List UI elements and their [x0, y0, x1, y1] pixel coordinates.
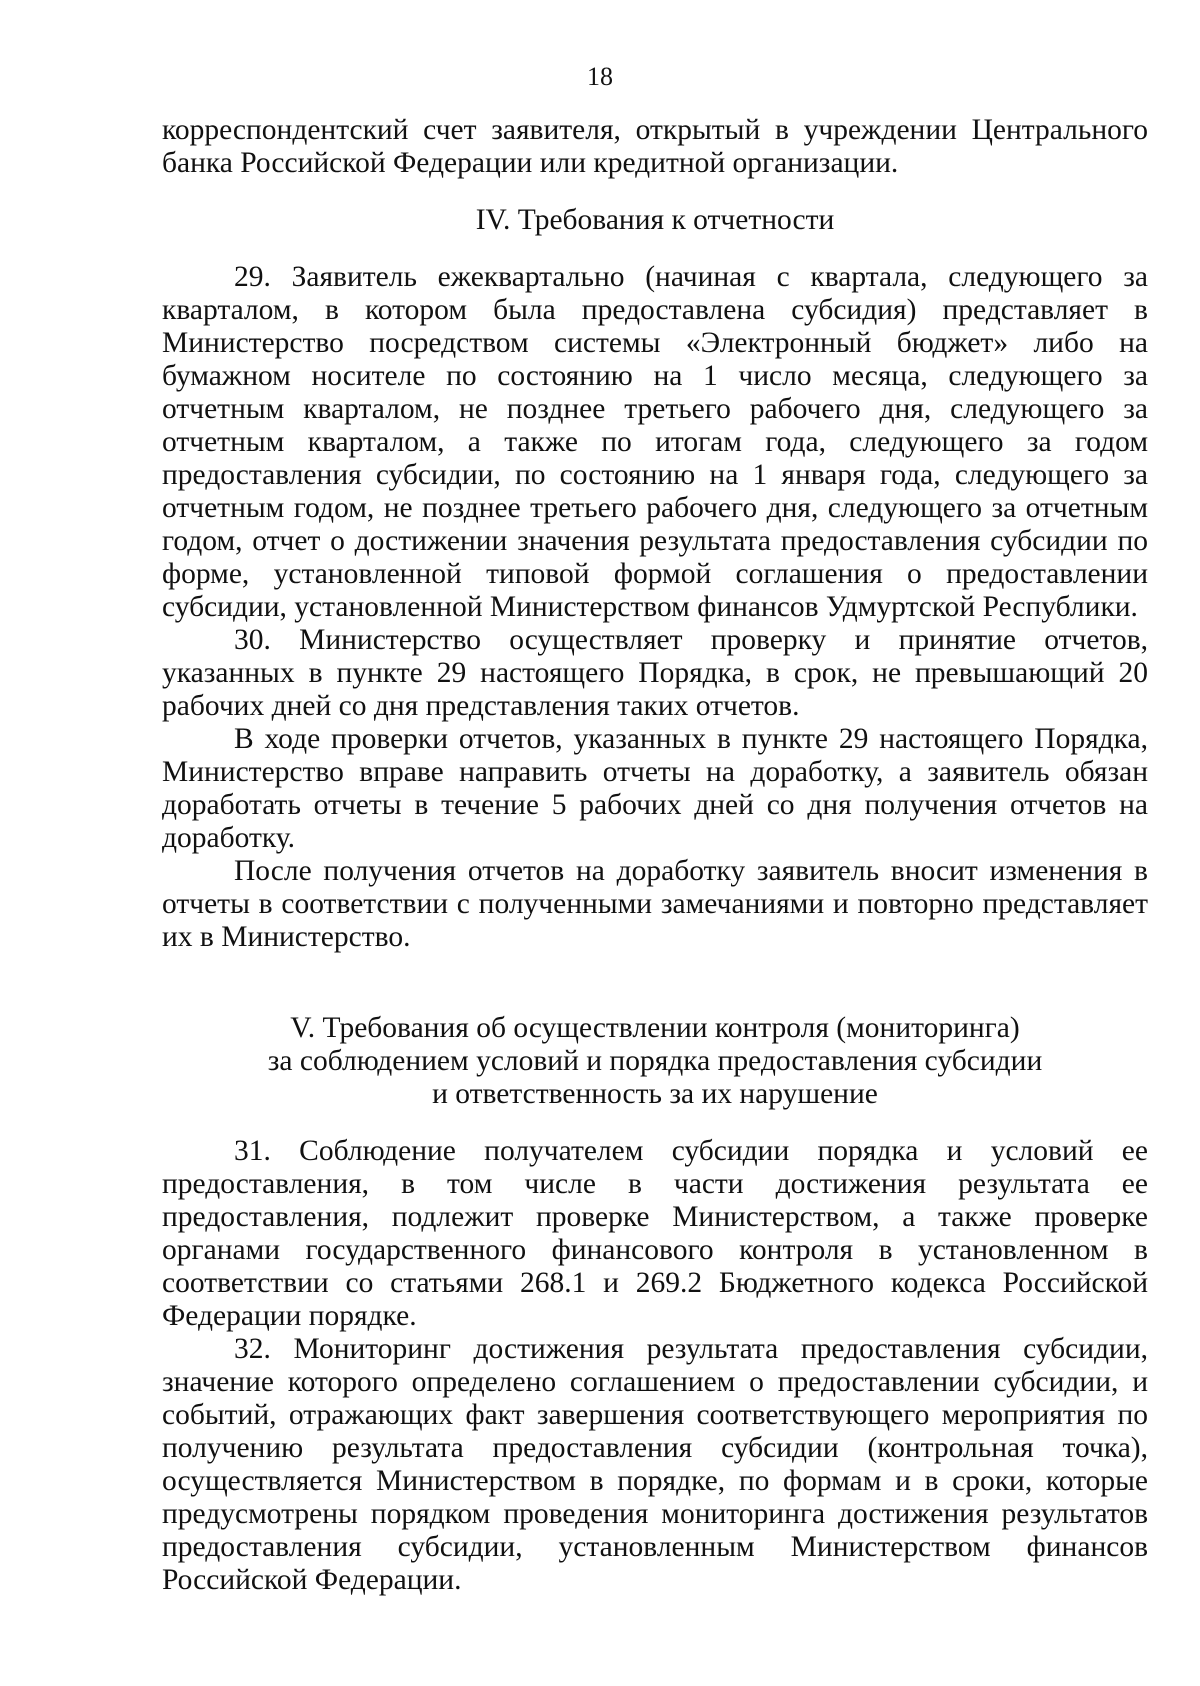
section-5-heading-line: V. Требования об осуществлении контроля (мониторинга) — [290, 1012, 1020, 1044]
intro-paragraph: корреспондентский счет заявителя, открытый в учреждении Центрального банка Российской Федерации или кредитной организации. — [162, 114, 1148, 179]
document-body — [162, 114, 1148, 1597]
paragraph-31: 31. Соблюдение получателем субсидии порядка и условий ее предоставления, в том числе в части достижения результата ее предоставления, подлежит проверке Министерством, а также проверке органами государственного финансового контроля в установленном в соответствии со статьями 268.1 и 269.2 Бюджетного кодекса Российской Федерации порядке. — [162, 1135, 1148, 1332]
section-5-heading-line: за соблюдением условий и порядка предоставления субсидии — [267, 1045, 1043, 1077]
paragraph-32: 32. Мониторинг достижения результата предоставления субсидии, значение которого определено соглашением о предоставлении субсидии, и событий, отражающих факт завершения соответствующего мероприятия по получению результата предоставления субсидии (контрольная точка), осуществляется Министерством в порядке, по формам и в сроки, которые предусмотрены порядком проведения мониторинга достижения результатов предоставления субсидии, установленным Министерством финансов Российской Федерации. — [162, 1333, 1148, 1596]
paragraph-30-review: В ходе проверки отчетов, указанных в пункте 29 настоящего Порядка, Министерство вправе направить отчеты на доработку, а заявитель обязан доработать отчеты в течение 5 рабочих дней со дня получения отчетов на доработку. — [162, 723, 1148, 854]
section-5-heading — [162, 1012, 1148, 1111]
paragraph-29: 29. Заявитель ежеквартально (начиная с квартала, следующего за кварталом, в котором была предоставлена субсидия) представляет в Министерство посредством системы «Электронный бюджет» либо на бумажном носителе по состоянию на 1 число месяца, следующего за отчетным кварталом, не позднее третьего рабочего дня, следующего за отчетным кварталом, а также по итогам года, следующего за годом предоставления субсидии, по состоянию на 1 января года, следующего за отчетным годом, не позднее третьего рабочего дня, следующего за отчетным годом, отчет о достижении значения результата предоставления субсидии по форме, установленной типовой формой соглашения о предоставлении субсидии, установленной Министерством финансов Удмуртской Республики. — [162, 261, 1148, 623]
section-5-heading-line: и ответственность за их нарушение — [432, 1078, 878, 1110]
section-4-heading: IV. Требования к отчетности — [475, 204, 835, 236]
paragraph-30: 30. Министерство осуществляет проверку и принятие отчетов, указанных в пункте 29 настоящего Порядка, в срок, не превышающий 20 рабочих дней со дня представления таких отчетов. — [162, 624, 1148, 722]
page-number: 18 — [587, 62, 613, 91]
paragraph-30-revision: После получения отчетов на доработку заявитель вносит изменения в отчеты в соответствии с полученными замечаниями и повторно представляет их в Министерство. — [162, 855, 1148, 953]
